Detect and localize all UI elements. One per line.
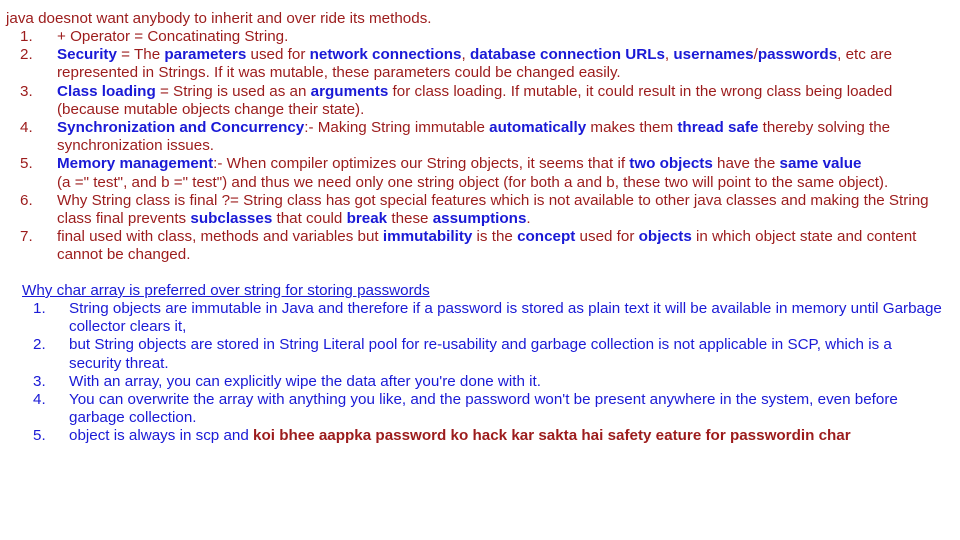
list-text: but String objects are stored in String Literal pool for re-usability and garbage collection is not applicable in SCP, which is a security threat. xyxy=(69,336,892,372)
list-text: final used with class, methods and variables but xyxy=(57,228,383,246)
keyword-text: database connection URLs xyxy=(469,46,665,64)
list-number: 5. xyxy=(20,155,33,173)
keyword-text: parameters xyxy=(164,46,247,64)
list-text: is the xyxy=(472,228,518,246)
list-number: 5. xyxy=(33,427,46,445)
list-text: = The xyxy=(116,46,165,64)
keyword-text: same value xyxy=(779,155,862,173)
list-number: 4. xyxy=(33,391,46,409)
list-text: With an array, you can explicitly wipe the data after you're done with it. xyxy=(69,372,541,390)
list-number: 6. xyxy=(20,191,33,209)
string-immutability-reasons-list xyxy=(0,28,948,265)
keyword-text: arguments xyxy=(310,82,389,100)
keyword-text: Synchronization and Concurrency xyxy=(57,119,305,137)
keyword-text: Memory management xyxy=(57,155,214,173)
list-text: . xyxy=(526,210,531,228)
list-text: for class loading. If mutable, it could result in the wrong class being loaded (because mutable objects change their state). xyxy=(57,82,893,118)
char-array-reasons-list xyxy=(0,300,948,446)
list-text: used for xyxy=(575,228,639,246)
keyword-text: thread safe xyxy=(677,119,759,137)
keyword-text: concept xyxy=(517,228,576,246)
section-heading: Why char array is preferred over string for storing passwords xyxy=(22,282,430,299)
list-number: 1. xyxy=(20,28,33,45)
keyword-text: network connections xyxy=(309,46,462,64)
list-item xyxy=(0,373,948,391)
list-item xyxy=(0,336,948,372)
list-number: 2. xyxy=(33,336,46,354)
list-number: 3. xyxy=(20,82,33,100)
keyword-text: subclasses xyxy=(190,210,273,228)
keyword-text: Security xyxy=(57,46,117,64)
list-text: have the xyxy=(712,155,780,173)
list-text: / xyxy=(753,46,758,64)
keyword-text: koi bhee aappka password ko hack kar sakta hai safety eature for passwordin char xyxy=(253,427,851,445)
list-item xyxy=(0,28,948,46)
list-item xyxy=(0,119,948,155)
list-text: You can overwrite the array with anything you like, and the password won't be present anywhere in the system, even before garbage collection. xyxy=(69,391,898,427)
list-number: 1. xyxy=(33,300,46,317)
list-text: these xyxy=(387,210,433,228)
list-item xyxy=(0,300,948,336)
list-text: = String is used as an xyxy=(155,82,311,100)
keyword-text: two objects xyxy=(629,155,713,173)
list-text: (a =" test", and b =" test") and thus we need only one string object (for both a and b, these two will point to the same object). xyxy=(57,173,889,191)
list-text: + Operator = Concatinating String. xyxy=(57,28,289,45)
list-text: Why String class is final ?= String class has got special features which is not available to other java classes and making the String class final prevents xyxy=(57,191,929,228)
list-number: 2. xyxy=(20,46,33,64)
keyword-text: passwords xyxy=(757,46,838,64)
keyword-text: automatically xyxy=(489,119,587,137)
list-text: , xyxy=(461,46,470,64)
list-text: :- Making String immutable xyxy=(304,119,490,137)
keyword-text: usernames xyxy=(673,46,754,64)
keyword-text: assumptions xyxy=(432,210,527,228)
list-text: that could xyxy=(272,210,347,228)
list-text: String objects are immutable in Java and therefore if a password is stored as plain text it will be available in memory until Garbage collector clears it, xyxy=(69,300,942,336)
keyword-text: objects xyxy=(638,228,692,246)
list-item xyxy=(0,427,948,445)
list-text: makes them xyxy=(586,119,678,137)
list-number: 7. xyxy=(20,228,33,246)
keyword-text: Class loading xyxy=(57,82,156,100)
list-text: used for xyxy=(246,46,310,64)
list-item xyxy=(0,192,948,228)
list-text: :- When compiler optimizes our String objects, it seems that if xyxy=(213,155,630,173)
list-number: 3. xyxy=(33,372,46,390)
list-item xyxy=(0,46,948,82)
keyword-text: break xyxy=(346,210,388,228)
list-text: in which object state and content cannot be changed. xyxy=(57,228,917,264)
list-text: thereby solving the synchronization issues. xyxy=(57,119,891,155)
list-text: object is always in scp and xyxy=(69,427,254,445)
list-item xyxy=(0,83,948,119)
list-text: , etc are represented in Strings. If it was mutable, these parameters could be changed easily. xyxy=(57,46,893,82)
intro-line: java doesnot want anybody to inherit and over ride its methods. xyxy=(6,10,432,27)
list-item xyxy=(0,391,948,427)
list-item xyxy=(0,155,948,191)
list-text: , xyxy=(664,46,674,64)
list-item xyxy=(0,228,948,264)
list-number: 4. xyxy=(20,119,33,137)
keyword-text: immutability xyxy=(382,228,473,246)
